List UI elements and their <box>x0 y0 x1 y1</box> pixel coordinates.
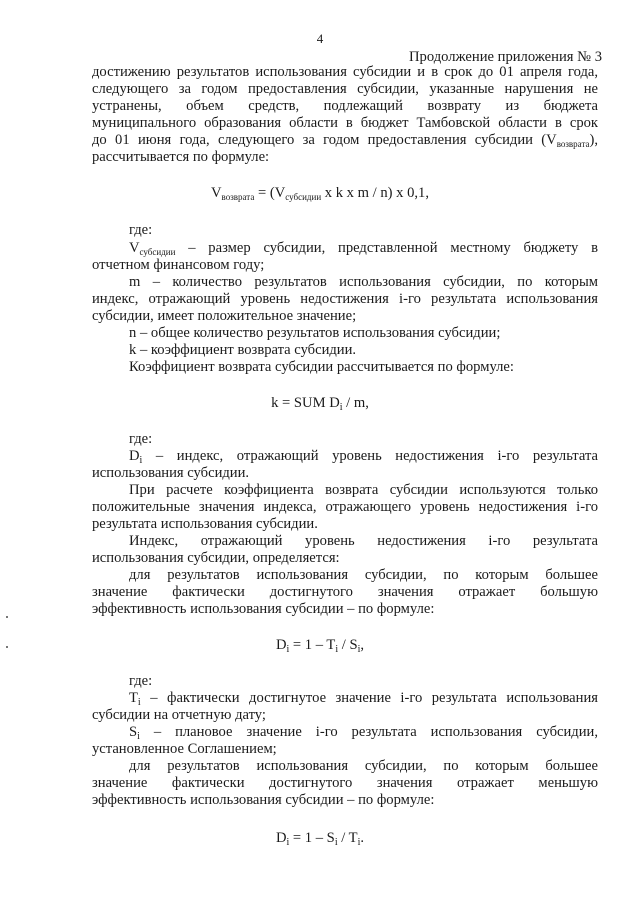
subscript: i <box>286 644 290 655</box>
text-run: – плановое значение i-го результата использования субсидии, <box>139 724 598 740</box>
paragraph-line: эффективность использования субсидии – по формуле: <box>92 601 435 617</box>
subscript: субсидии <box>285 192 322 202</box>
formula-symbol: D <box>129 448 140 464</box>
appendix-continuation-header: Продолжение приложения № 3 <box>409 49 602 65</box>
paragraph-line: индекс, отражающий уровень недостижения i-го результата использования <box>92 291 598 307</box>
paragraph-line: следующего за годом предоставления субсидии, указанные нарушения не <box>92 81 598 97</box>
formula-text: . <box>360 830 365 846</box>
formula-text: x k x m / n) x 0,1, <box>321 185 429 201</box>
subscript: i <box>335 644 339 655</box>
paragraph-line: значение фактически достигнутого значения отражает большую <box>92 584 598 600</box>
formula-text: D <box>275 830 287 846</box>
subscript: i <box>139 455 143 466</box>
formula-return-volume <box>0 185 640 202</box>
formula-k <box>0 395 640 413</box>
page-number: 4 <box>316 31 324 46</box>
text-run: – размер субсидии, представленной местному бюджету в <box>175 240 598 256</box>
paragraph-line: результата использования субсидии. <box>92 516 318 532</box>
subscript: i <box>137 731 140 742</box>
where-label: где: <box>129 222 153 238</box>
paragraph-line: для результатов использования субсидии, по которым большее <box>129 758 598 774</box>
subscript: i <box>286 837 290 848</box>
paragraph-line: Коэффициент возврата субсидии рассчитывается по формуле: <box>129 359 514 375</box>
paragraph-line: При расчете коэффициента возврата субсидии используются только <box>129 482 598 498</box>
formula-symbol: V <box>211 185 222 201</box>
where-label: где: <box>129 673 153 689</box>
formula-text: = (V <box>254 185 286 201</box>
text-run: до 01 июня года, следующего за годом предоставления субсидии (V <box>92 132 557 148</box>
subscript: субсидии <box>139 247 176 257</box>
text-run: – фактически достигнутое значение i-го результата использования <box>140 690 598 706</box>
paragraph-line: рассчитывается по формуле: <box>92 149 270 165</box>
definition-k: k – коэффициент возврата субсидии. <box>129 342 357 358</box>
definition-n: n – общее количество результатов использования субсидии; <box>129 325 501 341</box>
paragraph-line: для результатов использования субсидии, по которым большее <box>129 567 598 583</box>
paragraph-line: установленное Соглашением; <box>92 741 277 757</box>
definition-m: m – количество результатов использования субсидии, по которым <box>129 274 598 290</box>
formula-text: k = SUM D <box>271 395 340 411</box>
formula-text: D <box>275 637 287 653</box>
subscript: возврата <box>221 192 255 202</box>
formula-text: = 1 – T <box>289 637 336 653</box>
formula-text: = 1 – S <box>289 830 335 846</box>
paragraph-line: значение фактически достигнутого значения отражает меньшую <box>92 775 598 791</box>
paragraph-line: использования субсидии. <box>92 465 250 481</box>
text-run: – индекс, отражающий уровень недостижения i-го результата <box>142 448 598 464</box>
paragraph-line: субсидии, имеет положительное значение; <box>92 308 357 324</box>
paragraph-line: муниципального образования области в бюджет Тамбовской области в срок <box>92 115 598 131</box>
text-run: ), <box>589 132 598 148</box>
formula-d-greater <box>0 637 640 655</box>
formula-symbol: S <box>129 724 138 740</box>
paragraph-line: достижению результатов использования субсидии и в срок до 01 апреля года, <box>92 64 598 80</box>
scan-speck <box>6 616 8 618</box>
formula-symbol: V <box>129 240 140 256</box>
subscript: i <box>334 837 338 848</box>
paragraph-line: отчетном финансовом году; <box>92 257 265 273</box>
formula-symbol: T <box>129 690 138 706</box>
paragraph-line: положительные значения индекса, отражающего уровень недостижения i-го <box>92 499 598 515</box>
formula-text: / T <box>337 830 358 846</box>
subscript: возврата <box>556 139 590 149</box>
scan-speck <box>6 646 8 648</box>
paragraph-line: Индекс, отражающий уровень недостижения i-го результата <box>129 533 598 549</box>
subscript: i <box>357 644 361 655</box>
subscript: i <box>339 402 343 413</box>
paragraph-line: субсидии на отчетную дату; <box>92 707 266 723</box>
formula-text: , <box>360 637 365 653</box>
formula-d-less <box>0 830 640 848</box>
paragraph-line: использования субсидии, определяется: <box>92 550 340 566</box>
formula-text: / m, <box>342 395 369 411</box>
where-label: где: <box>129 431 153 447</box>
paragraph-line: эффективность использования субсидии – по формуле: <box>92 792 435 808</box>
formula-text: / S <box>338 637 358 653</box>
paragraph-line: устранены, объем средств, подлежащий возврату из бюджета <box>92 98 598 114</box>
subscript: i <box>137 697 141 708</box>
subscript: i <box>357 837 361 848</box>
